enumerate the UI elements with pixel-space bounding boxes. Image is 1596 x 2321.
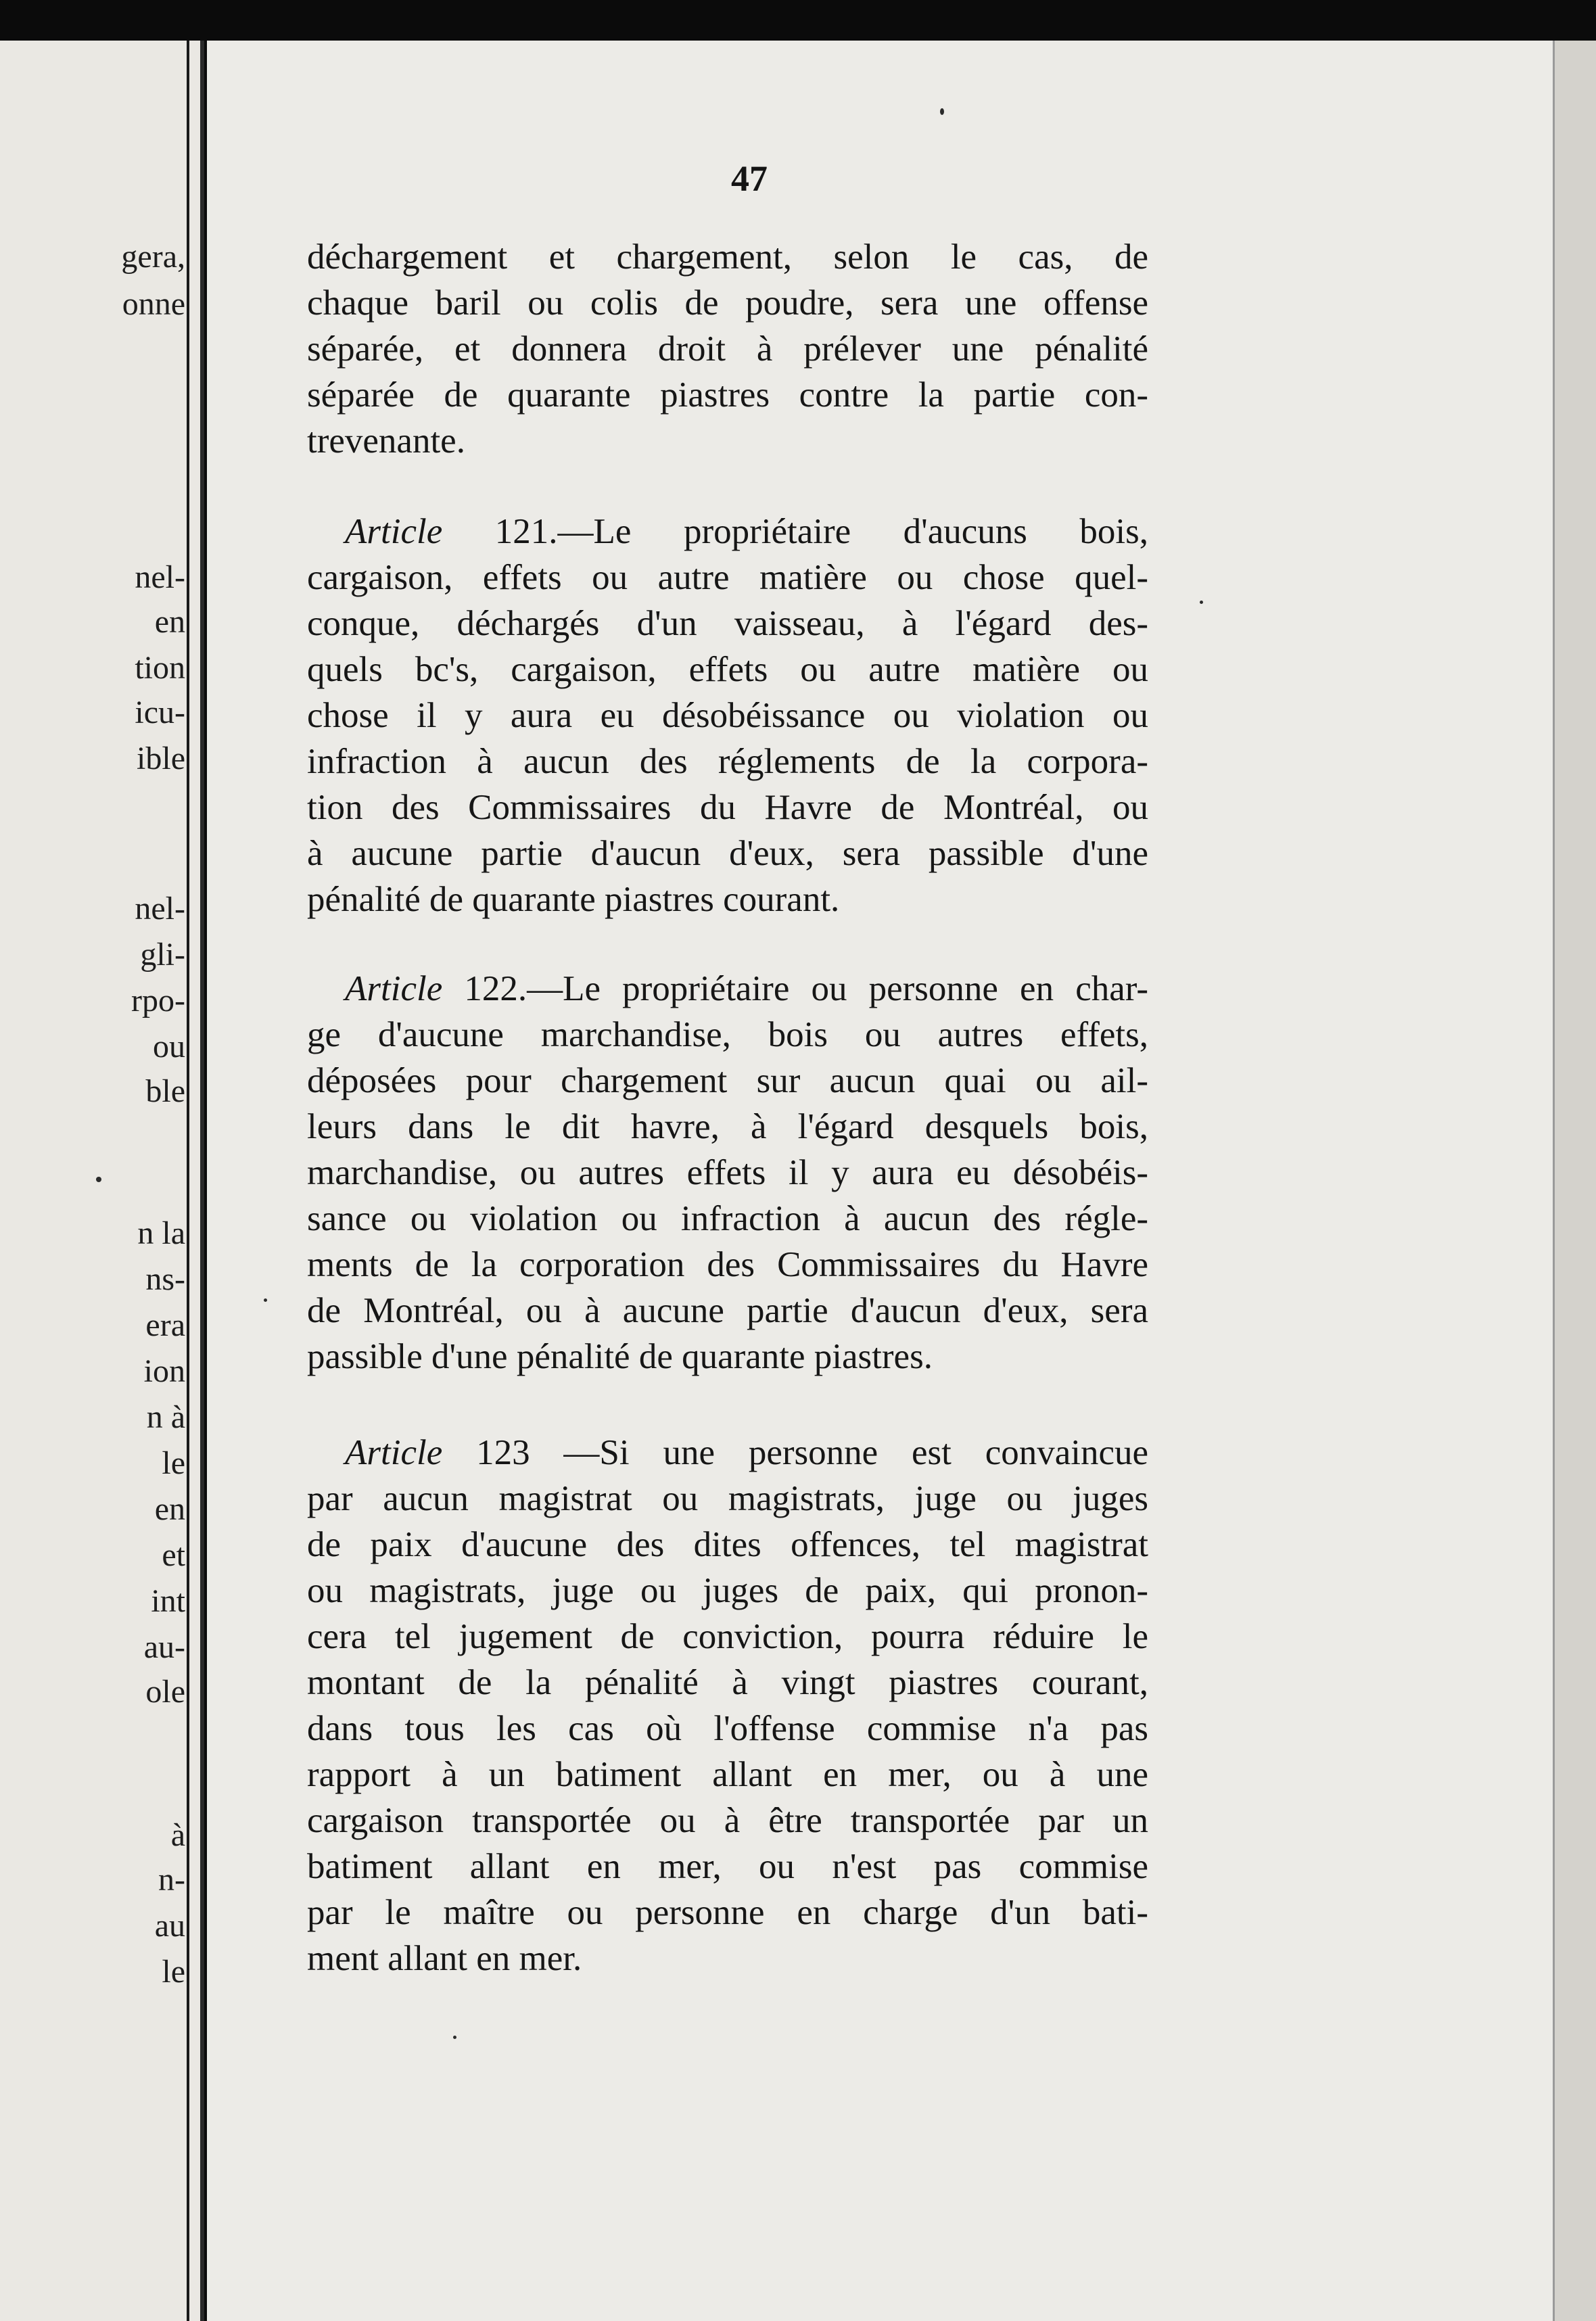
text-line: cera tel jugement de conviction, pourra réduire le (307, 1617, 1148, 1656)
left-fragment: int (151, 1583, 185, 1619)
left-page-fragment (0, 41, 204, 2321)
text-line: conque, déchargés d'un vaisseau, à l'égard des- (307, 604, 1148, 643)
text-line: cargaison, effets ou autre matière ou chose quel- (307, 558, 1148, 597)
page-number: 47 (731, 158, 768, 199)
text-line: ou magistrats, juge ou juges de paix, qui pronon- (307, 1571, 1148, 1610)
article-number: 121. (494, 512, 558, 551)
article-number: 123 (476, 1433, 530, 1472)
left-fragment: n- (158, 1862, 185, 1898)
text-line: par le maître ou personne en charge d'un bati- (307, 1893, 1148, 1932)
text-line: de paix d'aucune des dites offences, tel magistrat (307, 1525, 1148, 1564)
left-fragment: gera, (121, 239, 185, 275)
left-fragment: onne (122, 286, 185, 322)
text-line: déchargement et chargement, selon le cas, de (307, 237, 1148, 277)
text-line: cargaison transportée ou à être transportée par un (307, 1801, 1148, 1840)
article-122-first-line (345, 971, 1148, 1007)
text-line: rapport à un batiment allant en mer, ou à une (307, 1755, 1148, 1794)
text-line: montant de la pénalité à vingt piastres courant, (307, 1663, 1148, 1702)
text-line: déposées pour chargement sur aucun quai ou ail- (307, 1061, 1148, 1100)
left-fragment: n à (146, 1399, 185, 1435)
left-fragment: le (162, 1954, 185, 1990)
text-line: tion des Commissaires du Havre de Montréal, ou (307, 788, 1148, 827)
text-line: ment allant en mer. (307, 1939, 582, 1978)
scan-speck (96, 1177, 101, 1182)
scan-speck (264, 1298, 267, 1302)
article-label: Article (345, 969, 443, 1008)
left-fragment: nel- (135, 891, 185, 927)
left-fragment: ble (145, 1073, 185, 1109)
text-line: chaque baril ou colis de poudre, sera une offense (307, 283, 1148, 323)
left-fragment: gli- (140, 937, 185, 972)
text-line: passible d'une pénalité de quarante piastres. (307, 1337, 933, 1376)
text-line: pénalité de quarante piastres courant. (307, 880, 840, 919)
text-line: batiment allant en mer, ou n'est pas commise (307, 1847, 1148, 1886)
left-fragment: au- (143, 1629, 185, 1665)
article-123-first-line (345, 1435, 1148, 1471)
text-line: séparée de quarante piastres contre la partie con- (307, 375, 1148, 415)
left-fragment: ole (145, 1674, 185, 1710)
text-line: ments de la corporation des Commissaires du Havre (307, 1245, 1148, 1284)
text-line: marchandise, ou autres effets il y aura eu désobéis- (307, 1153, 1148, 1192)
left-fragment: et (162, 1537, 185, 1573)
text-line: à aucune partie d'aucun d'eux, sera passible d'une (307, 834, 1148, 873)
left-fragment: en (154, 1491, 185, 1527)
left-fragment: le (162, 1445, 185, 1481)
text-line: dans tous les cas où l'offense commise n'a pas (307, 1709, 1148, 1748)
left-fragment: ion (143, 1353, 185, 1389)
left-fragment: ns- (145, 1261, 185, 1297)
right-page-edge (1553, 41, 1596, 2321)
left-fragment: icu- (135, 695, 185, 730)
scan-speck (453, 2036, 456, 2039)
left-fragment: ou (153, 1029, 185, 1064)
left-fragment: à (170, 1817, 185, 1853)
left-fragment: en (154, 604, 185, 640)
article-text: —Le propriétaire ou personne en char- (527, 969, 1149, 1008)
left-fragment: nel- (135, 559, 185, 595)
article-text: —Si une personne est convaincue (563, 1433, 1149, 1472)
text-line: séparée, et donnera droit à prélever une pénalité (307, 329, 1148, 369)
left-fragment: tion (135, 650, 185, 686)
text-line: trevenante. (307, 421, 465, 461)
left-fragment: rpo- (131, 983, 185, 1018)
left-fragment: n la (137, 1215, 185, 1251)
left-fragment: ible (137, 741, 185, 776)
article-number: 122. (464, 969, 527, 1008)
scan-speck (1200, 601, 1203, 604)
text-line: ge d'aucune marchandise, bois ou autres effets, (307, 1015, 1148, 1054)
scan-speck (940, 108, 944, 115)
article-label: Article (345, 512, 443, 551)
article-text: —Le propriétaire d'aucuns bois, (557, 512, 1149, 551)
article-label: Article (345, 1433, 443, 1472)
text-line: sance ou violation ou infraction à aucun des régle- (307, 1199, 1148, 1238)
text-line: de Montréal, ou à aucune partie d'aucun d'eux, sera (307, 1291, 1148, 1330)
text-line: infraction à aucun des réglements de la corpora- (307, 742, 1148, 781)
text-line: par aucun magistrat ou magistrats, juge ou juges (307, 1479, 1148, 1518)
text-line: leurs dans le dit havre, à l'égard desquels bois, (307, 1107, 1148, 1146)
left-fragment: au (154, 1908, 185, 1944)
text-line: chose il y aura eu désobéissance ou violation ou (307, 696, 1148, 735)
left-fragment: era (145, 1307, 185, 1343)
article-121-first-line (345, 514, 1148, 550)
text-line: quels bc's, cargaison, effets ou autre matière ou (307, 650, 1148, 689)
page-gutter (187, 41, 189, 2321)
